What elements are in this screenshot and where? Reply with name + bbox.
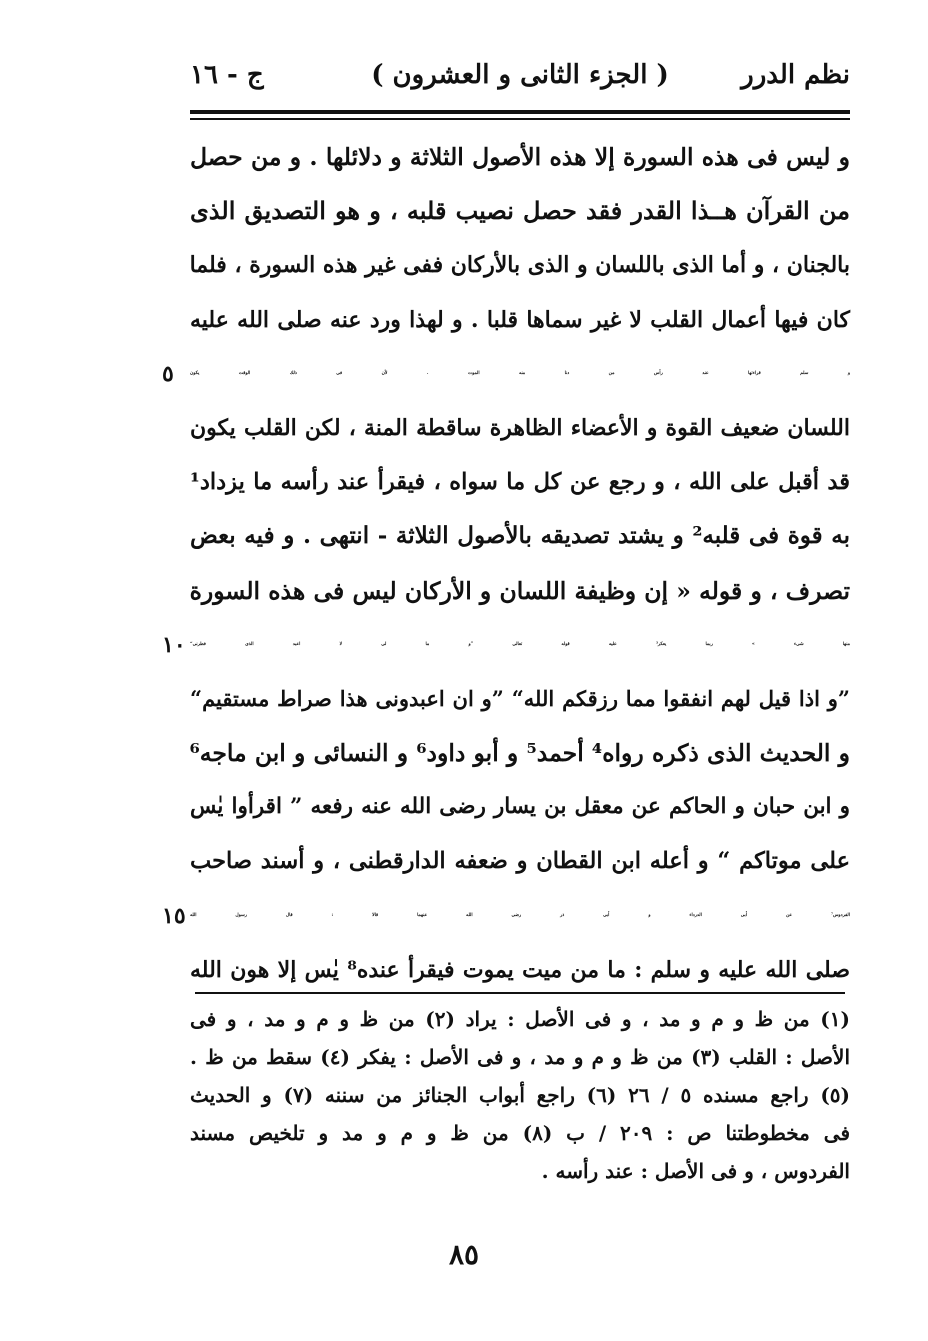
text-line bbox=[190, 834, 850, 888]
text-line bbox=[190, 238, 850, 292]
line-text: تصرف ، و قوله « إن وظيفة اللسان و الأركان ليس فى هذه السورة bbox=[189, 576, 850, 605]
line-text: ”و اذا قيل لهم انفقوا مما رزقكم الله“ ”و ان اعبدونى هذا صراط مستقيم“ bbox=[190, 685, 850, 711]
line-text: و سلم قراءتها عند رأس من دنا منه الموت . لأن فى ذلك الوقت يكون bbox=[190, 370, 850, 376]
text-line bbox=[190, 509, 850, 563]
footnote-line: (١) من ظ و م و مد ، و فى الأصل : يراد (٢) من ظ و م و مد ، و فى bbox=[190, 1007, 850, 1031]
text-line bbox=[190, 780, 850, 834]
text-line bbox=[190, 564, 850, 618]
line-text: صلى الله عليه و سلم : ما من ميت يموت فيقرأ عنده⁸ يٰس إلا هون الله bbox=[190, 956, 851, 983]
line-text: قد أقبل على الله ، و رجع عن كل ما سواه ، فيقرأ عند رأسه ما يزداد¹ bbox=[190, 469, 850, 496]
page-number: ٨٥ bbox=[448, 1238, 480, 1271]
footnote-separator bbox=[195, 992, 845, 994]
footnote-line: (٥) راجع مسنده ٥ / ٢٦ (٦) راجع أبواب الجنائز من سننه (٧) و الحديث bbox=[190, 1083, 850, 1107]
body-text bbox=[162, 130, 851, 997]
line-number-marker: ٥ bbox=[162, 360, 174, 387]
part-title: ( الجزء الثانى و العشرون ) bbox=[371, 60, 669, 90]
text-line bbox=[190, 726, 850, 780]
line-text: الفردوس⁷ عن أبى الدرداء و أبى ذر رضى الله عنهما قالا : قال رسول الله bbox=[190, 912, 850, 918]
footnotes bbox=[190, 1000, 850, 1190]
text-line bbox=[162, 889, 850, 943]
text-line bbox=[190, 130, 850, 184]
line-number-marker: ١٠ bbox=[162, 631, 186, 658]
footnote-line: الأصل : القلب (٣) من ظ و م و مد ، و فى الأصل : يفكر (٤) سقط من ظ . bbox=[190, 1045, 851, 1069]
text-line bbox=[190, 401, 850, 455]
line-text: و الحديث الذى ذكره رواه⁴ أحمد⁵ و أبو داود⁶ و النسائى و ابن ماجه⁶ bbox=[189, 739, 850, 768]
text-line bbox=[190, 943, 850, 997]
line-text: و ليس فى هذه السورة إلا هذه الأصول الثلاثة و دلائلها . و من حصل bbox=[190, 143, 850, 171]
text-line bbox=[190, 455, 850, 509]
line-number-marker: ١٥ bbox=[162, 902, 186, 929]
text-line bbox=[190, 293, 850, 347]
line-text: اللسان ضعيف القوة و الأعضاء الظاهرة ساقطة المنة ، لكن القلب يكون bbox=[190, 414, 850, 441]
header-rule-thin bbox=[190, 118, 850, 120]
line-text: على موتاكم “ و أعله ابن القطان و ضعفه الدارقطنى ، و أسند صاحب bbox=[190, 848, 850, 875]
line-text: منها شىء » ربما يعكر³ عليه قوله تعالى ”و ما لى لا اعبد الذى فطرنى“ bbox=[190, 641, 850, 647]
volume-number: ج - ١٦ bbox=[190, 60, 264, 90]
running-header bbox=[190, 56, 850, 100]
text-line bbox=[162, 347, 850, 401]
book-title: نظم الدرر bbox=[741, 60, 850, 90]
footnote-line: الفردوس ، و فى الأصل : عند رأسه . bbox=[541, 1159, 850, 1183]
text-line bbox=[190, 672, 850, 726]
footnote-line: فى مخطوطتنا ص : ٢٠٩ / ب (٨) من ظ و م و مد و تلخيص مسند bbox=[190, 1121, 850, 1145]
line-text: بالجنان ، و أما الذى باللسان و الذى بالأركان ففى غير هذه السورة ، فلما bbox=[189, 252, 850, 279]
header-rule-thick bbox=[190, 110, 850, 114]
line-text: كان فيها أعمال القلب لا غير سماها قلبا . و لهذا ورد عنه صلى الله عليه bbox=[190, 306, 850, 333]
line-text: و ابن حبان و الحاكم عن معقل بن يسار رضى الله عنه رفعه ” اقرأوا يٰس bbox=[190, 794, 850, 820]
text-line bbox=[162, 618, 850, 672]
text-line bbox=[190, 184, 850, 238]
line-text: به قوة فى قلبه² و يشتد تصديقه بالأصول الثلاثة - انتهى . و فيه بعض bbox=[190, 522, 850, 550]
line-text: من القرآن هــذا القدر فقد حصل نصيب قلبه ، و هو التصديق الذى bbox=[190, 196, 850, 226]
